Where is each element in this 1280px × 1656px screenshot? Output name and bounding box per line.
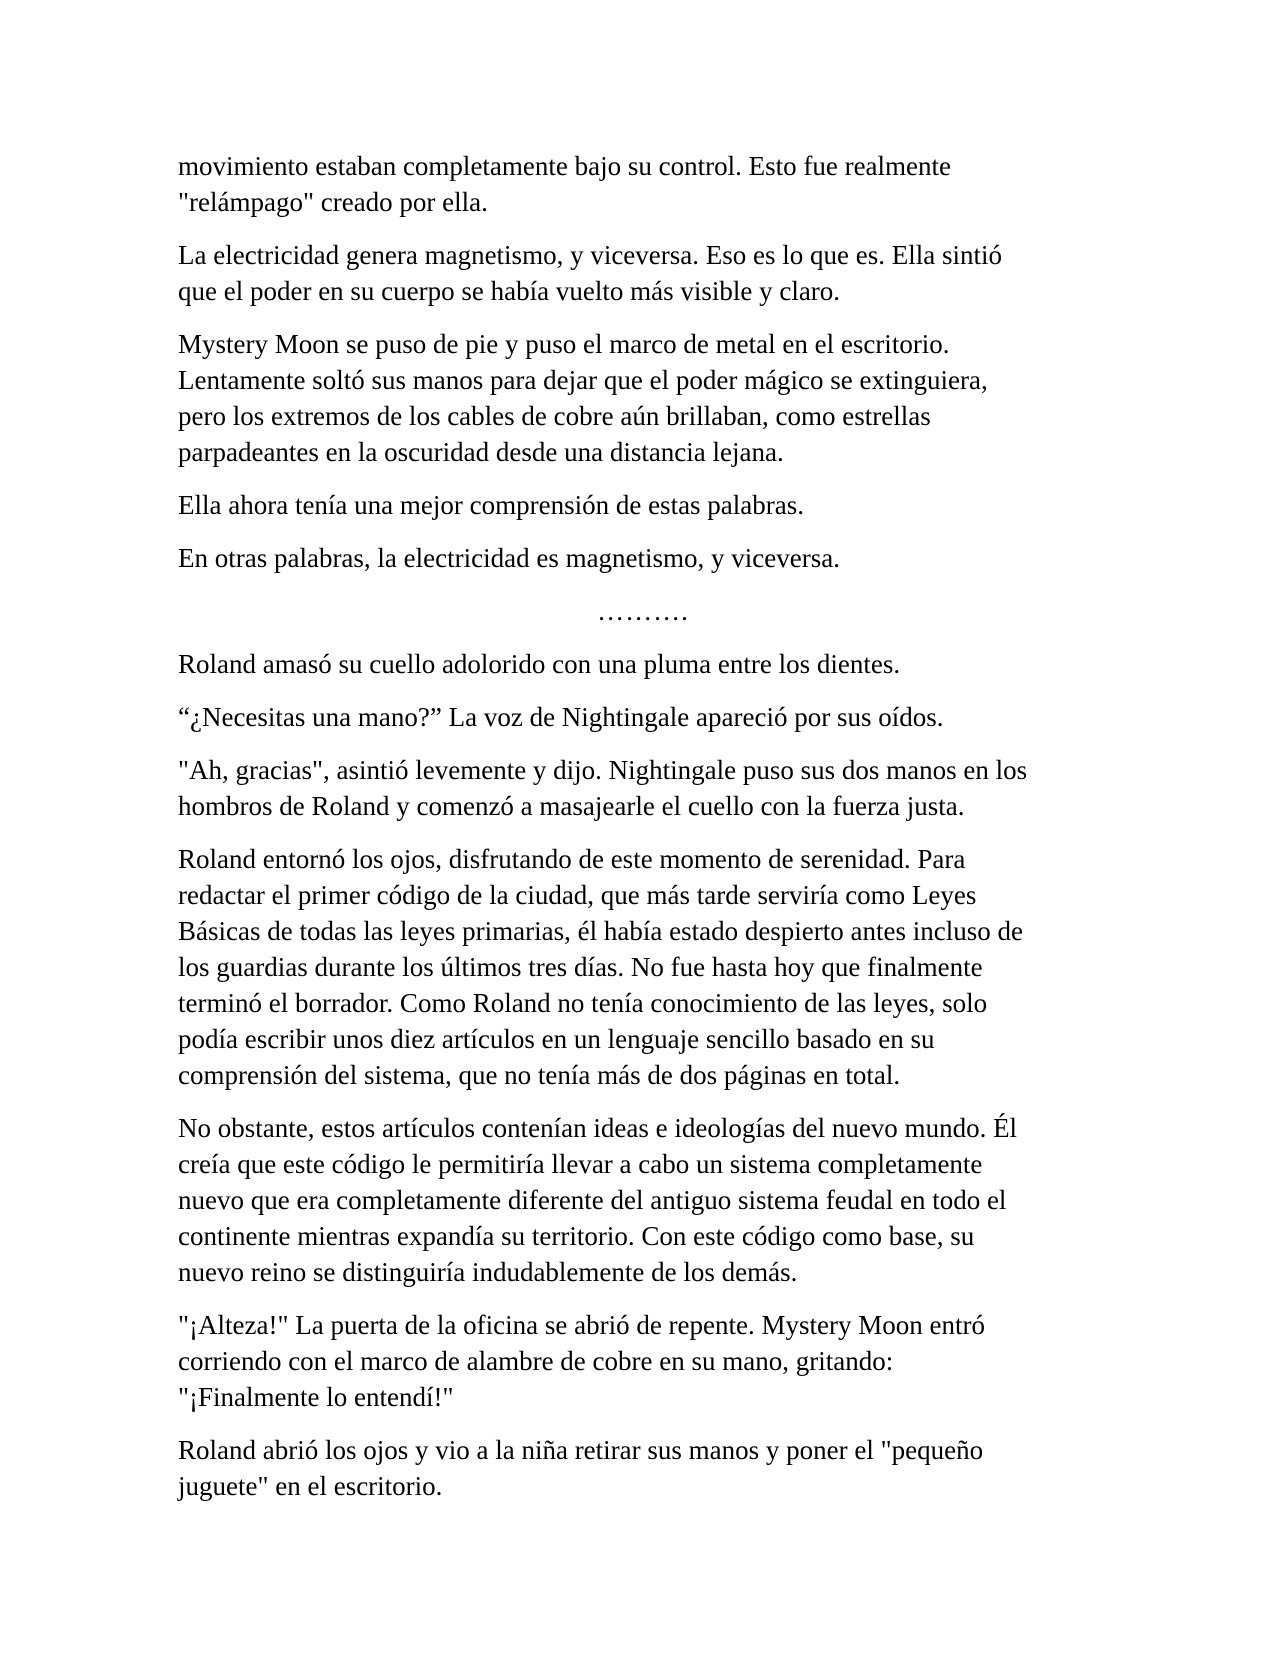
paragraph-12: Roland abrió los ojos y vio a la niña retirar sus manos y poner el "pequeño juguete" en el escritorio. bbox=[178, 1435, 984, 1501]
paragraph-9: Roland entornó los ojos, disfrutando de este momento de serenidad. Para redactar el primer código de la ciudad, que más tarde serviría como Leyes Básicas de todas las leyes primarias, él había estado despierto antes incluso de los guardias durante los últimos tres días. No fue hasta hoy que finalmente terminó el borrador. Como Roland no tenía conocimiento de las leyes, solo podía escribir unos diez artículos en un lenguaje sencillo basado en su comprensión del sistema, que no tenía más de dos páginas en total. bbox=[178, 844, 1023, 1090]
document-page bbox=[178, 148, 1108, 1521]
paragraph-11: "¡Alteza!" La puerta de la oficina se abrió de repente. Mystery Moon entró corriendo con el marco de alambre de cobre en su mano, gritando: "¡Finalmente lo entendí!" bbox=[178, 1310, 985, 1412]
paragraph-4: Ella ahora tenía una mejor comprensión de estas palabras. bbox=[178, 490, 805, 520]
scene-separator: ………. bbox=[597, 596, 689, 626]
paragraph-6: Roland amasó su cuello adolorido con una pluma entre los dientes. bbox=[178, 649, 901, 679]
paragraph-2: La electricidad genera magnetismo, y viceversa. Eso es lo que es. Ella sintió que el poder en su cuerpo se había vuelto más visible y claro. bbox=[178, 240, 1002, 306]
paragraph-7: “¿Necesitas una mano?” La voz de Nightingale apareció por sus oídos. bbox=[178, 702, 944, 732]
paragraph-1: movimiento estaban completamente bajo su control. Esto fue realmente "relámpago" creado por ella. bbox=[178, 151, 952, 217]
paragraph-10: No obstante, estos artículos contenían ideas e ideologías del nuevo mundo. Él creía que este código le permitiría llevar a cabo un sistema completamente nuevo que era completamente diferente del antiguo sistema feudal en todo el continente mientras expandía su territorio. Con este código como base, su nuevo reino se distinguiría indudablemente de los demás. bbox=[178, 1113, 1018, 1287]
paragraph-8: "Ah, gracias", asintió levemente y dijo. Nightingale puso sus dos manos en los hombros de Roland y comenzó a masajearle el cuello con la fuerza justa. bbox=[178, 755, 1028, 821]
paragraph-3: Mystery Moon se puso de pie y puso el marco de metal en el escritorio. Lentamente soltó sus manos para dejar que el poder mágico se extinguiera, pero los extremos de los cables de cobre aún brillaban, como estrellas parpadeantes en la oscuridad desde una distancia lejana. bbox=[178, 329, 988, 467]
paragraph-5: En otras palabras, la electricidad es magnetismo, y viceversa. bbox=[178, 543, 840, 573]
